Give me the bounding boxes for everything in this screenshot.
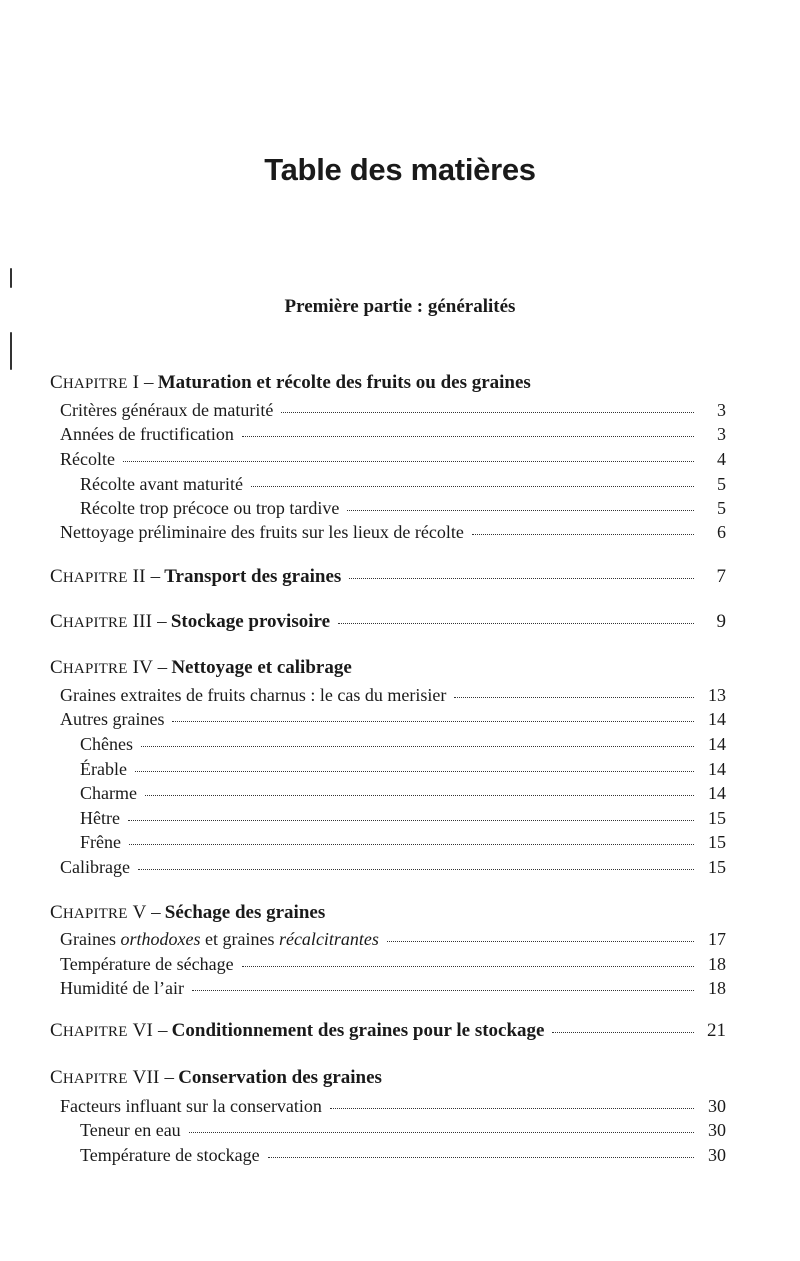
chapter-label [50,655,167,682]
chapter-title: Stockage provisoire [170,611,331,632]
chapter-label-initial: C [50,902,63,923]
chapter-heading[interactable] [50,370,708,397]
toc-entry[interactable] [60,422,726,446]
dot-leader [251,486,694,487]
toc-entry[interactable] [80,806,726,830]
chapter-title: Séchage des graines [164,902,326,923]
page-number: 7 [716,566,726,587]
page-number: 13 [708,685,726,705]
entry-text: Humidité de l’air [60,978,184,998]
page-number: 5 [717,498,726,518]
dot-leader [242,436,694,437]
dot-leader [347,510,694,511]
chapter-label-rest: HAPITRE [62,376,128,392]
page-number: 17 [708,929,726,949]
entry-text: Chênes [80,734,133,754]
page-number: 15 [708,857,726,877]
chapter-label-initial: C [50,657,63,678]
entry-text: Température de stockage [80,1145,260,1165]
dot-leader [338,623,694,624]
chapter-heading[interactable] [50,1018,726,1045]
entry-text: Récolte [60,449,115,469]
dot-leader [123,461,694,462]
chapter-label [50,1018,168,1045]
entry-text: Teneur en eau [80,1120,181,1140]
dot-leader [387,941,694,942]
dot-leader [135,771,694,772]
page-number: 30 [708,1096,726,1116]
chapter-separator: – [139,372,154,393]
dot-leader [330,1108,694,1109]
chapter-label-rest: HAPITRE [62,1024,128,1040]
entry-text [60,927,379,951]
entry-text: Récolte trop précoce ou trop tardive [80,498,340,518]
dot-leader [138,869,694,870]
entry-text: Années de fructification [60,424,234,444]
toc-entry[interactable] [60,447,726,471]
page-number: 18 [708,954,726,974]
dot-leader [192,990,694,991]
toc-entry[interactable] [80,1118,726,1142]
toc-entry[interactable] [80,757,726,781]
dot-leader [268,1157,694,1158]
entry-text: Charme [80,783,137,803]
chapter-roman: VI [132,1020,154,1041]
toc-entry[interactable] [60,1094,726,1118]
dot-leader [189,1132,694,1133]
chapter-separator: – [153,1020,168,1041]
dot-leader [172,721,694,722]
entry-text: Critères généraux de maturité [60,400,274,420]
chapter-roman: VII [132,1067,160,1088]
page-number: 14 [708,734,726,754]
page-number: 15 [708,808,726,828]
chapter-separator: – [159,1067,175,1088]
entry-text: Autres graines [60,709,165,729]
chapter-label-initial: C [50,566,63,587]
chapter-roman: I [132,372,140,393]
chapter-separator: – [146,902,161,923]
page-number: 21 [707,1020,726,1041]
entry-text: Facteurs influant sur la conservation [60,1096,322,1116]
toc-entry[interactable] [80,472,726,496]
chapter-label-initial: C [50,1020,63,1041]
toc-entry[interactable] [60,707,726,731]
dot-leader [552,1032,694,1033]
chapter-heading[interactable] [50,655,708,682]
chapter-label-initial: C [50,611,63,632]
entry-text: Calibrage [60,857,130,877]
chapter-label-rest: HAPITRE [62,1071,128,1087]
entry-text-italic: orthodoxes [120,929,201,949]
scan-speck [10,332,12,370]
page-number: 30 [708,1120,726,1140]
page-number: 18 [708,978,726,998]
chapter-heading[interactable] [50,900,708,927]
entry-text-italic: récalcitrantes [278,929,379,949]
dot-leader [145,795,694,796]
page-number: 15 [708,832,726,852]
chapter-title: Transport des graines [164,566,342,587]
toc-entry[interactable] [60,398,726,422]
chapter-heading[interactable] [50,564,726,591]
chapter-label-rest: HAPITRE [62,570,128,586]
chapter-separator: – [152,657,168,678]
entry-text: Récolte avant maturité [80,474,243,494]
dot-leader [129,844,694,845]
chapter-label-rest: HAPITRE [62,661,128,677]
page-number: 5 [717,474,726,494]
entry-text: Hêtre [80,808,120,828]
chapter-label [50,609,167,636]
page-title: Table des matières [264,152,536,187]
entry-text-part: Graines [60,929,121,949]
page-number: 14 [708,783,726,803]
chapter-title: Conservation des graines [178,1067,382,1088]
scan-speck [10,268,12,288]
chapter-roman: V [132,902,147,923]
toc-entry[interactable] [60,952,726,976]
chapter-separator: – [145,566,161,587]
chapter-label [50,370,154,397]
chapter-label [50,900,161,927]
page-number: 9 [716,611,726,632]
chapter-title: Conditionnement des graines pour le stockage [171,1020,545,1041]
toc-entry[interactable] [80,781,726,805]
page-number: 30 [708,1145,726,1165]
entry-text-part: et graines [200,929,279,949]
dot-leader [242,966,694,967]
chapter-label-initial: C [50,372,63,393]
dot-leader [128,820,694,821]
entry-text: Graines extraites de fruits charnus : le cas du merisier [60,685,447,705]
part-heading: Première partie : généralités [284,296,516,317]
chapter-title: Maturation et récolte des fruits ou des graines [157,372,531,393]
page-number: 6 [717,522,726,542]
page-number: 3 [717,400,726,420]
chapter-label-rest: HAPITRE [62,906,128,922]
chapter-title: Nettoyage et calibrage [171,657,352,678]
toc-entry[interactable] [60,855,726,879]
entry-text: Frêne [80,832,121,852]
entry-text: Nettoyage préliminaire des fruits sur les lieux de récolte [60,522,464,542]
chapter-roman: II [132,566,146,587]
toc-entry[interactable] [80,830,726,854]
chapter-label [50,564,160,591]
toc-entry[interactable] [60,976,726,1000]
chapter-label-initial: C [50,1067,63,1088]
chapter-roman: IV [132,657,153,678]
chapter-label-rest: HAPITRE [62,615,128,631]
dot-leader [141,746,694,747]
page-number: 4 [717,449,726,469]
toc-entry[interactable] [80,1143,726,1167]
toc-entry[interactable] [60,927,726,951]
toc-entry[interactable] [80,732,726,756]
chapter-heading[interactable] [50,609,726,636]
dot-leader [472,534,694,535]
toc-entry[interactable] [60,683,726,707]
dot-leader [454,697,694,698]
dot-leader [349,578,694,579]
chapter-separator: – [152,611,167,632]
page-number: 3 [717,424,726,444]
entry-text: Température de séchage [60,954,234,974]
entry-text: Érable [80,759,127,779]
chapter-roman: III [132,611,153,632]
page-number: 14 [708,759,726,779]
chapter-label [50,1065,174,1092]
toc-entry[interactable] [80,496,726,520]
toc-entry[interactable] [60,520,726,544]
page-number: 14 [708,709,726,729]
chapter-heading[interactable] [50,1065,708,1092]
dot-leader [281,412,694,413]
